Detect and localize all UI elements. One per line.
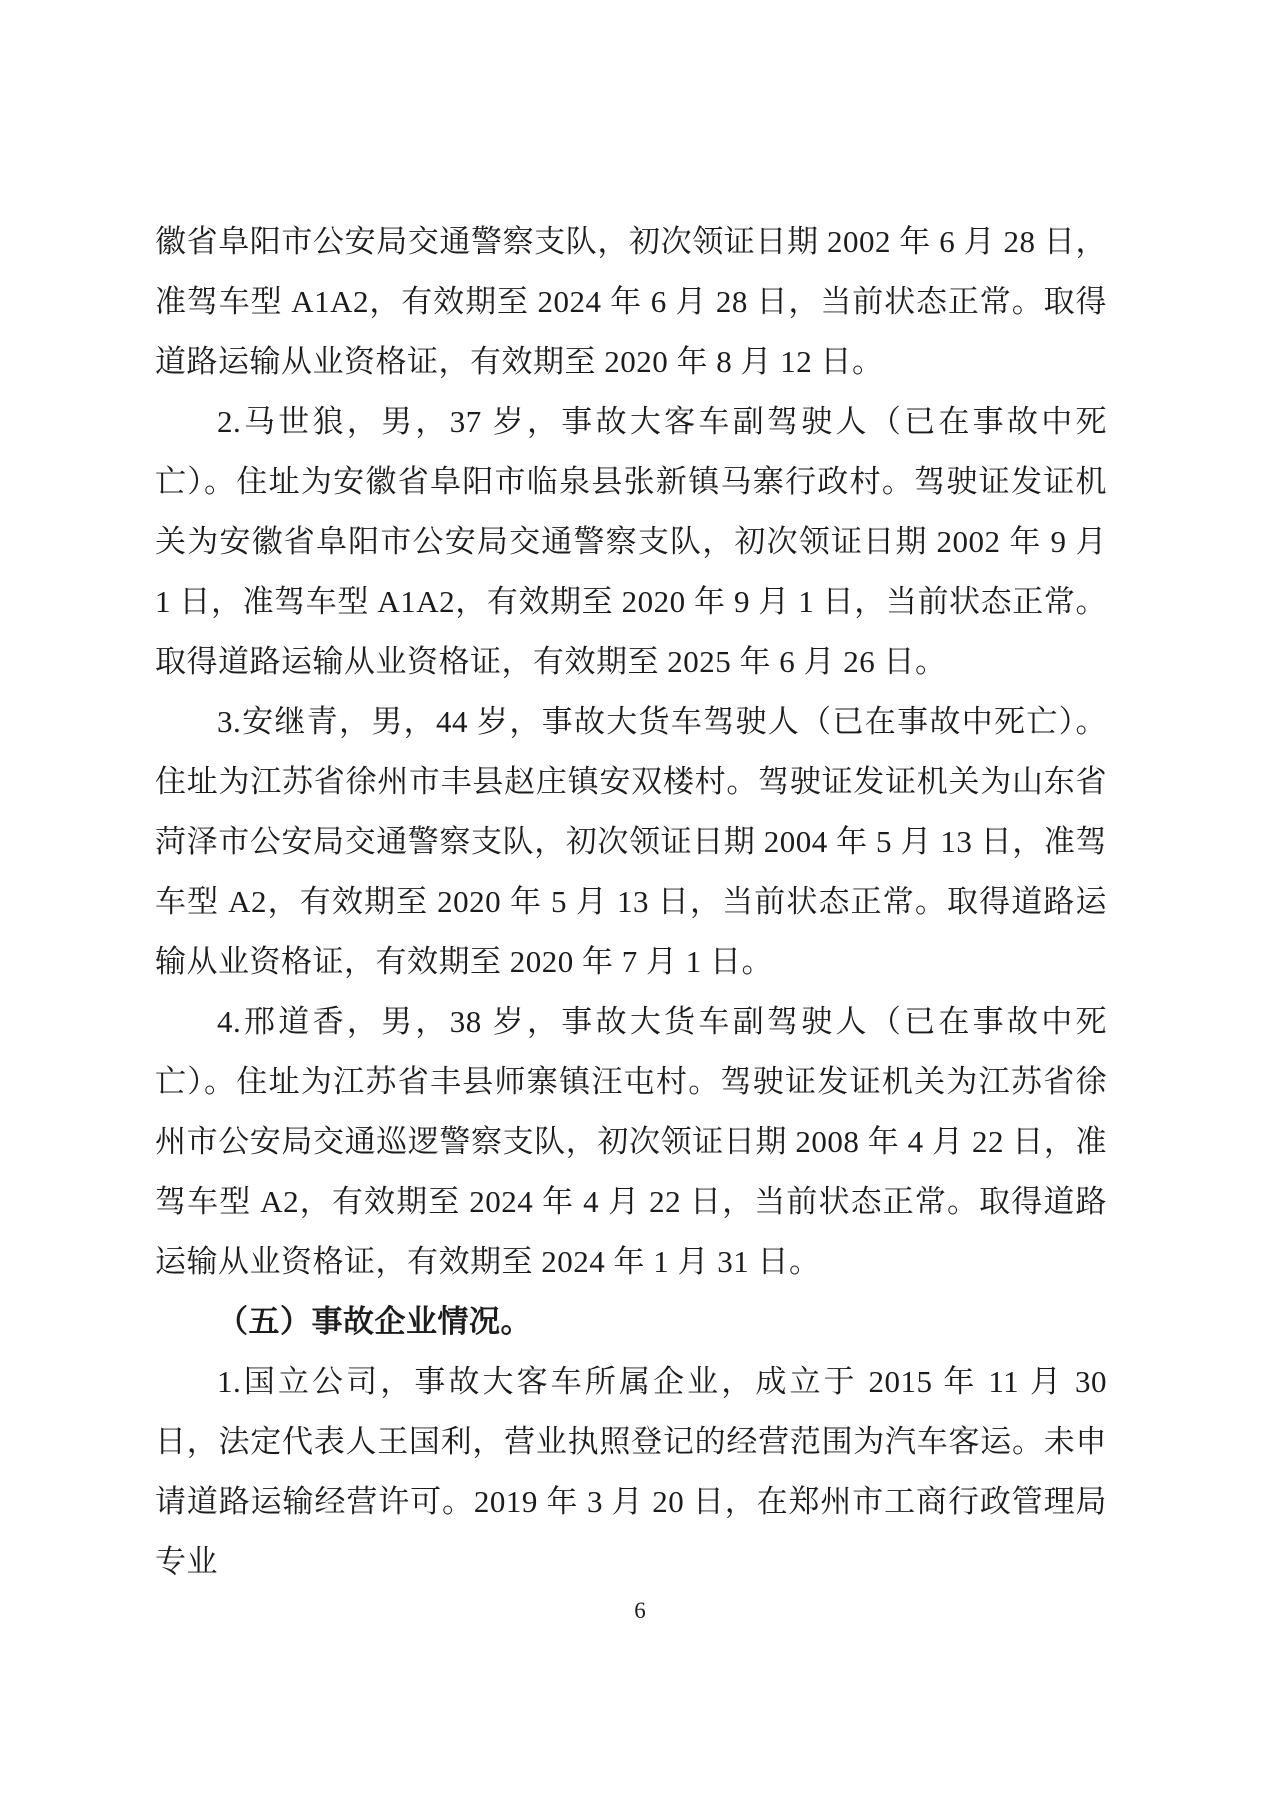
paragraph-driver-2: 2.马世狼，男，37 岁，事故大客车副驾驶人（已在事故中死亡）。住址为安徽省阜阳市临泉县张新镇马寨行政村。驾驶证发证机关为安徽省阜阳市公安局交通警察支队，初次领证日期 2002 年 9 月 1 日，准驾车型 A1A2，有效期至 2020 年 9 月 1 日，当前状态正常。取得道路运输从业资格证，有效期至 2025 年 6 月 26 日。 [155,404,1107,679]
paragraph-company-1: 1.国立公司，事故大客车所属企业，成立于 2015 年 11 月 30 日，法定代表人王国利，营业执照登记的经营范围为汽车客运。未申请道路运输经营许可。2019 年 3 月 20 日，在郑州市工商行政管理局专业 [155,1364,1107,1579]
paragraph-driver-4: 4.邢道香，男，38 岁，事故大货车副驾驶人（已在事故中死亡）。住址为江苏省丰县师寨镇汪屯村。驾驶证发证机关为江苏省徐州市公安局交通巡逻警察支队，初次领证日期 2008 年 4 月 22 日，准驾车型 A2，有效期至 2024 年 4 月 22 日，当前状态正常。取得道路运输从业资格证，有效期至 2024 年 1 月 31 日。 [155,1004,1107,1279]
section-heading-enterprise: （五）事故企业情况。 [217,1304,532,1339]
report-body [155,212,1107,1592]
page-number: 6 [634,1598,646,1623]
paragraph-driver-3: 3.安继青，男，44 岁，事故大货车驾驶人（已在事故中死亡）。住址为江苏省徐州市丰县赵庄镇安双楼村。驾驶证发证机关为山东省菏泽市公安局交通警察支队，初次领证日期 2004 年 5 月 13 日，准驾车型 A2，有效期至 2020 年 5 月 13 日，当前状态正常。取得道路运输从业资格证，有效期至 2020 年 7 月 1 日。 [155,704,1107,979]
page-footer [0,1596,1280,1626]
paragraph-driver1-continuation: 徽省阜阳市公安局交通警察支队，初次领证日期 2002 年 6 月 28 日，准驾车型 A1A2，有效期至 2024 年 6 月 28 日，当前状态正常。取得道路运输从业资格证，有效期至 2020 年 8 月 12 日。 [155,224,1107,379]
